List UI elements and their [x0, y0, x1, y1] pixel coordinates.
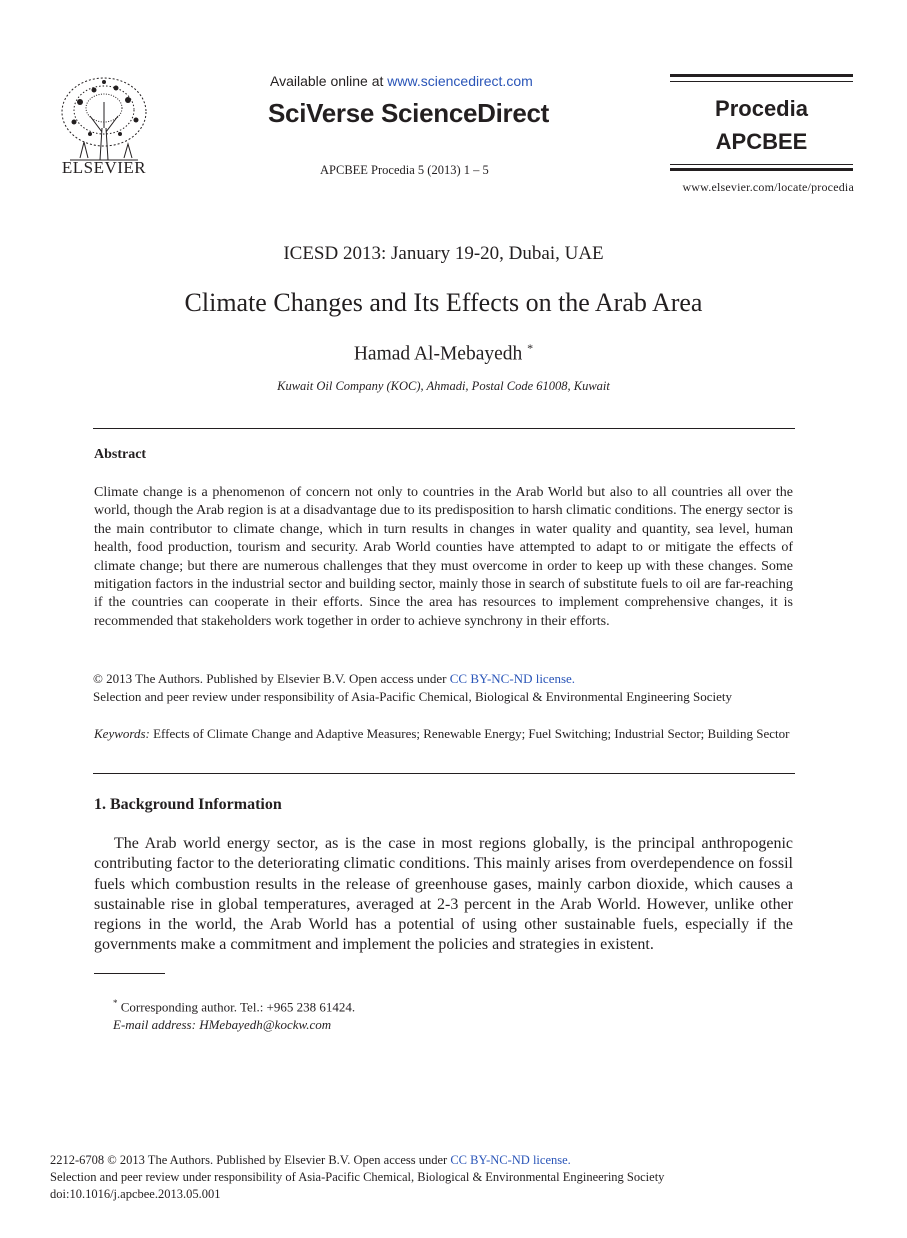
sciencedirect-link[interactable]: www.sciencedirect.com	[387, 73, 533, 89]
procedia-title	[670, 92, 853, 158]
email-line	[113, 1016, 713, 1034]
abstract-body: Climate change is a phenomenon of concern not only to countries in the Arab World but also to all countries all over the world, though the Arab region is at a disadvantage due to its predisposition to harsh climatic conditions. The energy sector is the main contributor to climate change, which in turn results in changes in water quality and quantity, sea level, human health, food production, tourism and security. Arab World counties have attempted to adapt to or mitigate the effects of climate change; but there are numerous challenges that they must overcome in order to keep up with these changes. Some mitigation factors in the industrial sector and building sector, mainly those in search of substitute fuels to oil are far-reaching if the countries can cooperate in their efforts. Since the area has resources to implement comprehensive changes, it is recommended that stakeholders work together in order to achieve synchrony in their efforts.	[94, 485, 793, 629]
available-label: Available online at	[270, 73, 388, 89]
keywords-block	[94, 725, 794, 743]
corresponding-author-line	[113, 995, 713, 1016]
available-online	[270, 73, 533, 89]
sciverse-brand: SciVerse ScienceDirect	[268, 98, 550, 128]
procedia-line1: Procedia	[715, 96, 808, 121]
bottom-license-link[interactable]: CC BY-NC-ND license.	[450, 1153, 571, 1167]
elsevier-logo	[50, 72, 158, 184]
peer-review-line: Selection and peer review under responsibility of Asia-Pacific Chemical, Biological & Environmental Engineering Society	[93, 688, 732, 704]
section-heading: 1. Background Information	[94, 796, 282, 813]
email-label: E-mail address:	[113, 1016, 196, 1032]
procedia-rule-top-thick	[670, 74, 853, 77]
footnote-rule	[94, 973, 165, 974]
abstract-bottom-rule	[93, 773, 795, 774]
author-affiliation: Kuwait Oil Company (KOC), Ahmadi, Postal Code 61008, Kuwait	[277, 379, 610, 393]
journal-reference: APCBEE Procedia 5 (2013) 1 – 5	[320, 163, 489, 177]
footnote	[113, 995, 713, 1033]
elsevier-wordmark: ELSEVIER	[61, 158, 147, 177]
author-footnote-mark: *	[527, 341, 534, 355]
section-paragraph: The Arab world energy sector, as is the case in most regions globally, is the principal anthropogenic contributing factor to the deteriorating climatic conditions. This mainly arises from overdependence on fossil fuels which combustion results in the release of greenhouse gases, mainly carbon dioxide, which causes a sustainable rise in global temperatures, averaged at 2-3 percent in the Arab World. However, unlike other regions in the world, the Arab World has a potential of using other sustainable fuels, especially if the governments make a commitment and implement the policies and strategies in existent.	[94, 835, 793, 954]
copyright-line	[93, 670, 803, 688]
doi-line[interactable]: doi:10.1016/j.apcbee.2013.05.001	[50, 1186, 221, 1201]
bottom-meta	[50, 1152, 830, 1202]
license-link[interactable]: CC BY-NC-ND license.	[449, 671, 576, 686]
bottom-review-line: Selection and peer review under responsibility of Asia-Pacific Chemical, Biological & Environmental Engineering Society	[50, 1169, 665, 1184]
issn-line	[50, 1152, 830, 1169]
keywords-text: Effects of Climate Change and Adaptive Measures; Renewable Energy; Fuel Switching; Industrial Sector; Building Sector	[149, 726, 790, 741]
section-body	[94, 834, 793, 956]
copyright-text: © 2013 The Authors. Published by Elsevier B.V. Open access under	[93, 671, 450, 686]
author-line	[0, 341, 887, 366]
email-address[interactable]: HMebayedh@kockw.com	[195, 1016, 332, 1032]
procedia-rule-top-thin	[670, 81, 853, 82]
procedia-rule-bottom-thick	[670, 168, 853, 171]
abstract-top-rule	[93, 428, 795, 429]
keywords-label: Keywords:	[94, 726, 150, 741]
procedia-url[interactable]: www.elsevier.com/locate/procedia	[682, 180, 854, 194]
conference-line: ICESD 2013: January 19-20, Dubai, UAE	[283, 243, 604, 264]
procedia-rule-bottom-thin	[670, 164, 853, 165]
abstract-heading: Abstract	[94, 447, 147, 462]
corresponding-author-text: Corresponding author. Tel.: +965 238 61424.	[117, 999, 356, 1015]
paper-title: Climate Changes and Its Effects on the Arab Area	[184, 288, 703, 317]
footnote-mark: *	[113, 998, 118, 1008]
procedia-line2: APCBEE	[715, 129, 808, 154]
author-name: Hamad Al-Mebayedh	[353, 343, 523, 365]
issn-text: 2212-6708 © 2013 The Authors. Published by Elsevier B.V. Open access under	[50, 1153, 451, 1167]
copyright-block	[93, 670, 803, 705]
